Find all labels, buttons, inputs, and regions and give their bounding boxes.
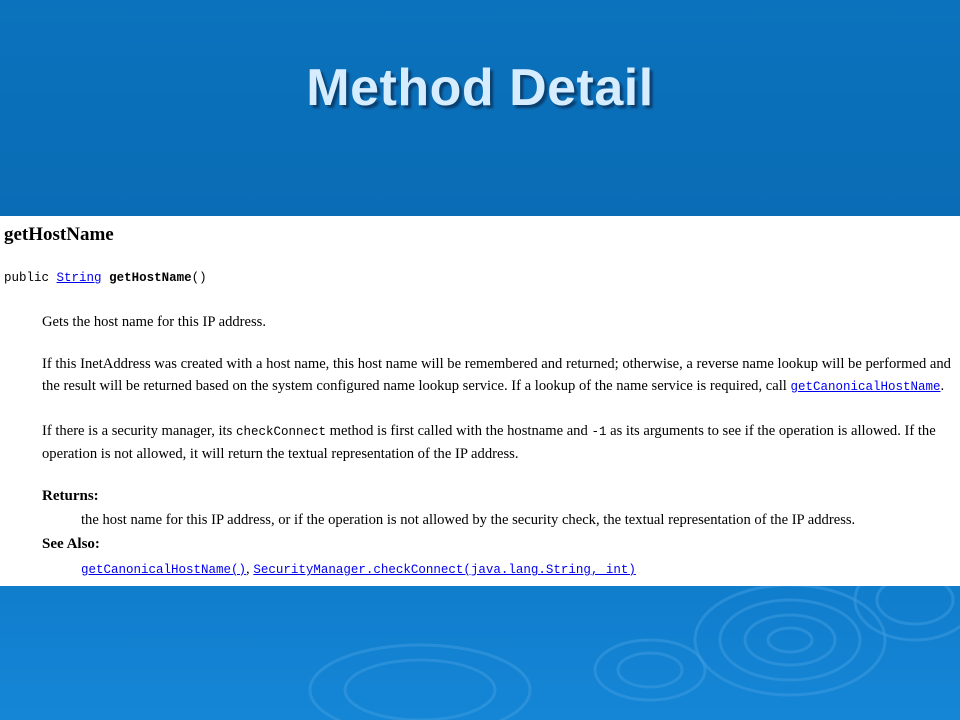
lookup-text: If this InetAddress was created with a host name, this host name will be remembered and returned; otherwise, a reverse name lookup will be performed and the result will be returned based on the system configured name lookup service. If a lookup of the name service is required, call [42,356,951,394]
see-also-links [81,561,636,578]
security-text-2: method is first called with the hostname and [329,423,588,439]
check-connect-code: checkConnect [235,425,326,439]
canonical-host-name-link[interactable]: getCanonicalHostName [790,380,941,394]
slide-title: Method Detail [306,59,654,117]
returns-text: the host name for this IP address, or if the operation is not allowed by the security check, the textual representation of the IP address. [81,512,856,528]
security-text-3: as its arguments to see if the operation is allowed. If the operation is not allowed, it will return the textual representation of the IP address. [42,423,936,462]
signature-modifier: public [4,271,50,285]
description-paragraph: Gets the host name for this IP address. [42,314,267,330]
security-paragraph [42,420,954,465]
see-also-canonical-link[interactable]: getCanonicalHostName() [81,563,247,577]
return-type-link[interactable]: String [56,271,102,285]
minus-one-code: -1 [591,425,607,439]
lookup-end: . [940,378,945,394]
see-also-separator: , [246,561,250,577]
lookup-paragraph [42,353,954,398]
signature-method: getHostName [109,271,192,285]
returns-label: Returns: [42,488,99,504]
method-name-heading: getHostName [4,224,114,245]
method-signature [4,271,207,285]
see-also-label: See Also: [42,536,100,552]
security-text-1: If there is a security manager, its [42,423,233,439]
signature-params: () [191,271,207,285]
javadoc-panel [0,216,960,586]
see-also-check-connect-link[interactable]: SecurityManager.checkConnect(java.lang.String, int) [253,563,636,577]
